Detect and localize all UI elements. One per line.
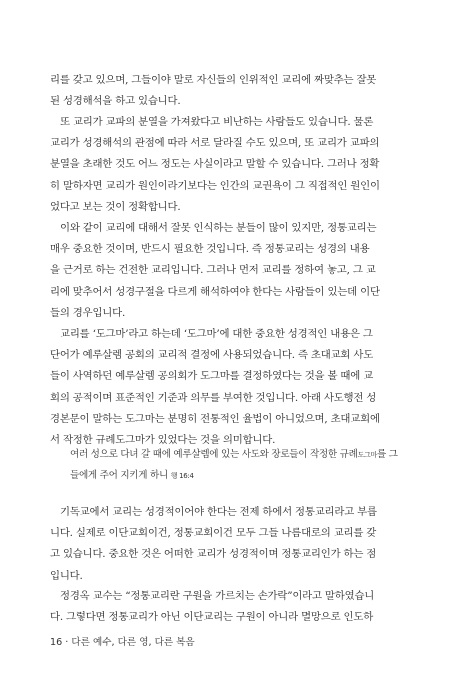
text-line: 들의 경우입니다. xyxy=(50,306,126,319)
text-line: 서 작정한 규례도그마가 있었다는 것을 의미합니다. xyxy=(50,433,276,446)
quote-reference: 행 16:4 xyxy=(170,472,194,480)
paragraph-3 xyxy=(50,218,425,324)
paragraph-1 xyxy=(50,70,425,112)
quote-text: 들에게 주어 지키게 하니 xyxy=(70,470,171,481)
text-line: 경본문이 말하는 도그마는 분명히 전통적인 율법이 아니었으며, 초대교회에 xyxy=(50,412,380,425)
footer-separator: · xyxy=(65,637,69,648)
text-line: 니다. 실제로 이단교회이건, 정통교회이건 모두 그들 나름대로의 교리를 갖 xyxy=(50,527,377,540)
text-line: 기독교에서 교리는 성경적이어야 한다는 전제 하에서 정통교리라고 부릅 xyxy=(60,506,377,518)
text-line: 매우 중요한 것이며, 반드시 필요한 것입니다. 즉 정통교리는 성경의 내용 xyxy=(50,243,370,256)
paragraph-4 xyxy=(50,324,425,451)
text-line: 이와 같이 교리에 대해서 잘못 인식하는 분들이 많이 있지만, 정통교리는 xyxy=(60,222,377,234)
page-footer xyxy=(50,634,195,648)
text-line: 교리가 성경해석의 관점에 따라 서로 달라질 수도 있으며, 또 교리가 교파의 xyxy=(50,137,380,150)
quote-line-1 xyxy=(70,444,415,465)
text-line: 또 교리가 교파의 분열을 가져왔다고 비난하는 사람들도 있습니다. 물론 xyxy=(60,116,374,128)
text-line: 된 성경해석을 하고 있습니다. xyxy=(50,95,181,108)
page-number: 16 xyxy=(50,637,63,648)
paragraph-6 xyxy=(50,586,425,628)
text-line: 리에 맞추어서 성경구절을 다르게 해석하여야 한다는 사람들이 있는데 이단 xyxy=(50,285,380,298)
text-line: 정경옥 교수는 “정통교리란 구원을 가르치는 손가락”이라고 말하였습니 xyxy=(60,590,375,602)
text-line: 었다고 보는 것이 정확합니다. xyxy=(50,200,181,213)
paragraph-5 xyxy=(50,502,425,587)
text-line: 을 근거로 하는 건전한 교리입니다. 그러나 먼저 교리를 정하여 놓고, 그 교 xyxy=(50,264,376,277)
text-line: 리를 갖고 있으며, 그들이야 말로 자신들의 인위적인 교리에 짜맞추는 잘못 xyxy=(50,74,377,86)
text-line: 교리를 ‘도그마’라고 하는데 ‘도그마’에 대한 중요한 성경적인 내용은 그 xyxy=(60,328,373,340)
text-line: 들이 사역하던 예루살렘 공의회가 도그마를 결정하였다는 것을 볼 때에 교 xyxy=(50,370,374,383)
text-line: 입니다. xyxy=(50,569,83,582)
quote-text: 여러 성으로 다녀 갈 때에 예루살렘에 있는 사도와 장로들이 작정한 규례 xyxy=(70,449,358,460)
book-title: 다른 예수, 다른 영, 다른 복음 xyxy=(71,637,195,648)
text-line: 회의 공적이며 표준적인 기준과 의무를 부여한 것입니다. 아래 사도행전 성 xyxy=(50,391,377,404)
quote-small-text: 도그마 xyxy=(357,451,377,459)
quote-text: 를 그 xyxy=(376,449,398,460)
text-line: 다. 그렇다면 정통교리가 아닌 이단교리는 구원이 아니라 멸망으로 인도하 xyxy=(50,611,374,624)
text-line: 히 말하자면 교리가 원인이라기보다는 인간의 교권욕이 그 직접적인 원인이 xyxy=(50,179,380,192)
quote-line-2 xyxy=(70,465,415,486)
text-line: 고 있습니다. 중요한 것은 어떠한 교리가 성경적이며 정통교리인가 하는 점 xyxy=(50,548,377,561)
text-line: 분열을 초래한 것도 어느 정도는 사실이라고 말할 수 있습니다. 그러나 정확 xyxy=(50,158,380,171)
scripture-quote xyxy=(70,444,415,486)
text-line: 단어가 예루살렘 공회의 교리적 결정에 사용되었습니다. 즉 초대교회 사도 xyxy=(50,349,374,362)
paragraph-2 xyxy=(50,112,425,218)
